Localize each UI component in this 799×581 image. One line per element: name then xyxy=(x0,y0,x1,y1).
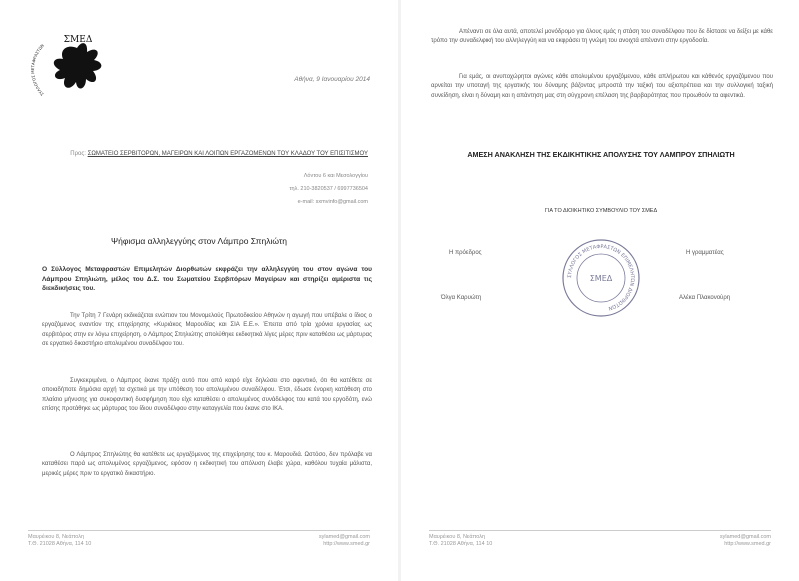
footer-website: http://www.smed.gr xyxy=(724,541,771,547)
recipient-block xyxy=(60,150,368,159)
document-page-1 xyxy=(0,0,398,581)
footer-address-line-1: Μαυρέικου 8, Νεάπολη xyxy=(429,534,486,540)
footer-address-line-2: Τ.Θ. 21028 Αθήνα, 114 10 xyxy=(429,541,493,547)
document-title: Ψήφισμα αλληλεγγύης στον Λάμπρο Σπηλιώτη xyxy=(111,236,287,246)
body-paragraph-1: Την Τρίτη 7 Γενάρη εκδικάζεται ενώπιον του Μονομελούς Πρωτοδικείου Αθηνών η αγωγή που υπέβαλε ο ίδιος ο εργαζόμενος εναντίον της επιχείρησης «Κυριάκος Μαρουδίας και ΣΙΑ Ε.Ε.». Έπειτα από τρία χρόνια εργασίας ως σερβιτόρος στην εν λόγω επιχείρηση, ο Λάμπρος Σπηλιώτης απολύθηκε εκδικητικά λίγες μέρες πριν καταθέσει ως μάρτυρας σε εργατικό δικαστήριο απολυμένου συναδέλφου του. xyxy=(42,313,372,347)
demand-heading: ΑΜΕΣΗ ΑΝΑΚΛΗΣΗ ΤΗΣ ΕΚΔΙΚΗΤΙΚΗΣ ΑΠΟΛΥΣΗΣ ΤΟΥ ΛΑΜΠΡΟΥ ΣΠΗΛΙΩΤΗ xyxy=(467,150,735,159)
footer-email: sylamed@gmail.com xyxy=(719,534,771,540)
logo-ring-text: ΣΥΛΛΟΓΟΣ ΜΕΤΑΦΡΑΣΤΩΝ xyxy=(30,42,45,97)
secretary-name: Αλέκα Πλακονούρη xyxy=(679,295,731,301)
footer-rule xyxy=(28,530,370,531)
president-role: Η πρόεδρος xyxy=(449,250,482,256)
smed-logo xyxy=(30,30,125,110)
recipient-name: ΣΩΜΑΤΕΙΟ ΣΕΡΒΙΤΟΡΩΝ, ΜΑΓΕΙΡΩΝ ΚΑΙ ΛΟΙΠΩΝ ΕΡΓΑΖΟΜΕΝΩΝ ΤΟΥ ΚΛΑΔΟΥ ΤΟΥ ΕΠΙΣΙΤΙΣΜΟΥ xyxy=(87,151,368,157)
body-paragraph-2: Συγκεκριμένα, ο Λάμπρος έκανε πράξη αυτό που από καιρό είχε δηλώσει στο αφεντικό, ότι θα κατέθετε σε οποιαδήποτε δημόσια αρχή τα σχετικά με την υπόθεση του απολυμένου συναδέλφου. Έτσι, έδωσε ένορκη κατάθεση στο πλαίσιο μήνυσης για συκοφαντική δυσφήμηση που είχε καταθέσει ο απολυμένος συνάδελφος του κατά του εργοδότη, ενώ επίσης προτάθηκε ως μάρτυρας του ίδιου συναδέλφου στην καταγγελία που έκανε στο ΙΚΑ. xyxy=(42,378,372,412)
letter-date: Αθήνα, 9 Ιανουαρίου 2014 xyxy=(294,76,370,83)
footer-email: sylamed@gmail.com xyxy=(318,534,370,540)
intro-paragraph: Ο Σύλλογος Μεταφραστών Επιμελητών Διορθωτών εκφράζει την αλληλεγγύη του στον αγώνα του Λάμπρου Σπηλιώτη, μέλος του Δ.Σ. του Σωματείου Σερβιτόρων Μαγείρων και στηρίζει αμέριστα τις διεκδικήσεις του. xyxy=(42,266,372,292)
footer-address-line-1: Μαυρέικου 8, Νεάπολη xyxy=(28,534,85,540)
stamp-center-text: ΣΜΕΔ xyxy=(589,274,613,283)
recipient-email: e-mail: sxmvinfo@gmail.com xyxy=(297,199,368,205)
footer-address-line-2: Τ.Θ. 21028 Αθήνα, 114 10 xyxy=(28,541,92,547)
footer-website: http://www.smed.gr xyxy=(323,541,370,547)
right-paragraph-2: Για εμάς, οι ανυποχώρητοι αγώνες κάθε απολυμένου εργαζόμενου, κάθε απλήρωτου και κάθενός εργαζόμενου που αρνείται την υποταγή της εργατικής του δύναμης βάζοντας μπροστά την ταξική του αξιοπρέπεια και την συλλογική ταξική συνείδηση, είναι η δύναμη και η απάντηση μας στη σύγχρονη επέλαση της βαρβαρότητας που προωθούν τα αφεντικά. xyxy=(431,74,773,99)
svg-text:ΣΥΛΛΟΓΟΣ ΜΕΤΑΦΡΑΣΤΩΝ-ΕΠΙΜΕΛΗΤΩ xyxy=(30,30,45,97)
logo-title: ΣΜΕΔ xyxy=(63,35,93,45)
recipient-phone: τηλ. 210-3820537 / 6997736504 xyxy=(289,186,368,192)
body-paragraph-3: Ο Λάμπρος Σπηλιώτης θα κατέθετε ως εργαζόμενος της επιχείρησης του κ. Μαρουδιά. Ωστόσο, δεν πρόλαβε να καταθέσει παρά ως απολυμένος εργαζόμενος, εφόσον η εκδικητική του απόλυση έλαβε χώρα, καθόλου τυχαία μάλιστα, μερικές μέρες πριν το εργατικό δικαστήριο. xyxy=(42,452,372,477)
president-name: Όλγα Καρυώτη xyxy=(441,295,482,301)
secretary-role: Η γραμματέας xyxy=(686,250,724,256)
association-stamp xyxy=(559,236,643,320)
footer-rule xyxy=(429,530,771,531)
board-signature-heading: ΓΙΑ ΤΟ ΔΙΟΙΚΗΤΙΚΟ ΣΥΜΒΟΥΛΙΟ ΤΟΥ ΣΜΕΔ xyxy=(544,208,658,214)
stamp-ring-text: ΣΥΛΛΟΓΟΣ ΜΕΤΑΦΡΑΣΤΩΝ ΕΠΙΜΕΛΗΤΩΝ ΔΙΟΡΘΩΤΩΝ xyxy=(566,243,636,312)
recipient-label: Προς: xyxy=(70,151,86,157)
document-page-2 xyxy=(401,0,799,581)
right-paragraph-1: Απέναντι σε όλα αυτά, αποτελεί μονόδρομο για όλους εμάς η στάση του συναδέλφου που δε δίστασε να δείξει με κάθε τρόπο την συναδελφική του αλληλεγγύη και να εκφράσει τη γνώμη του ανοιχτά απέναντι στην εργοδοσία. xyxy=(431,29,773,45)
recipient-address: Λόντου 6 και Μεσολογγίου xyxy=(303,173,368,179)
